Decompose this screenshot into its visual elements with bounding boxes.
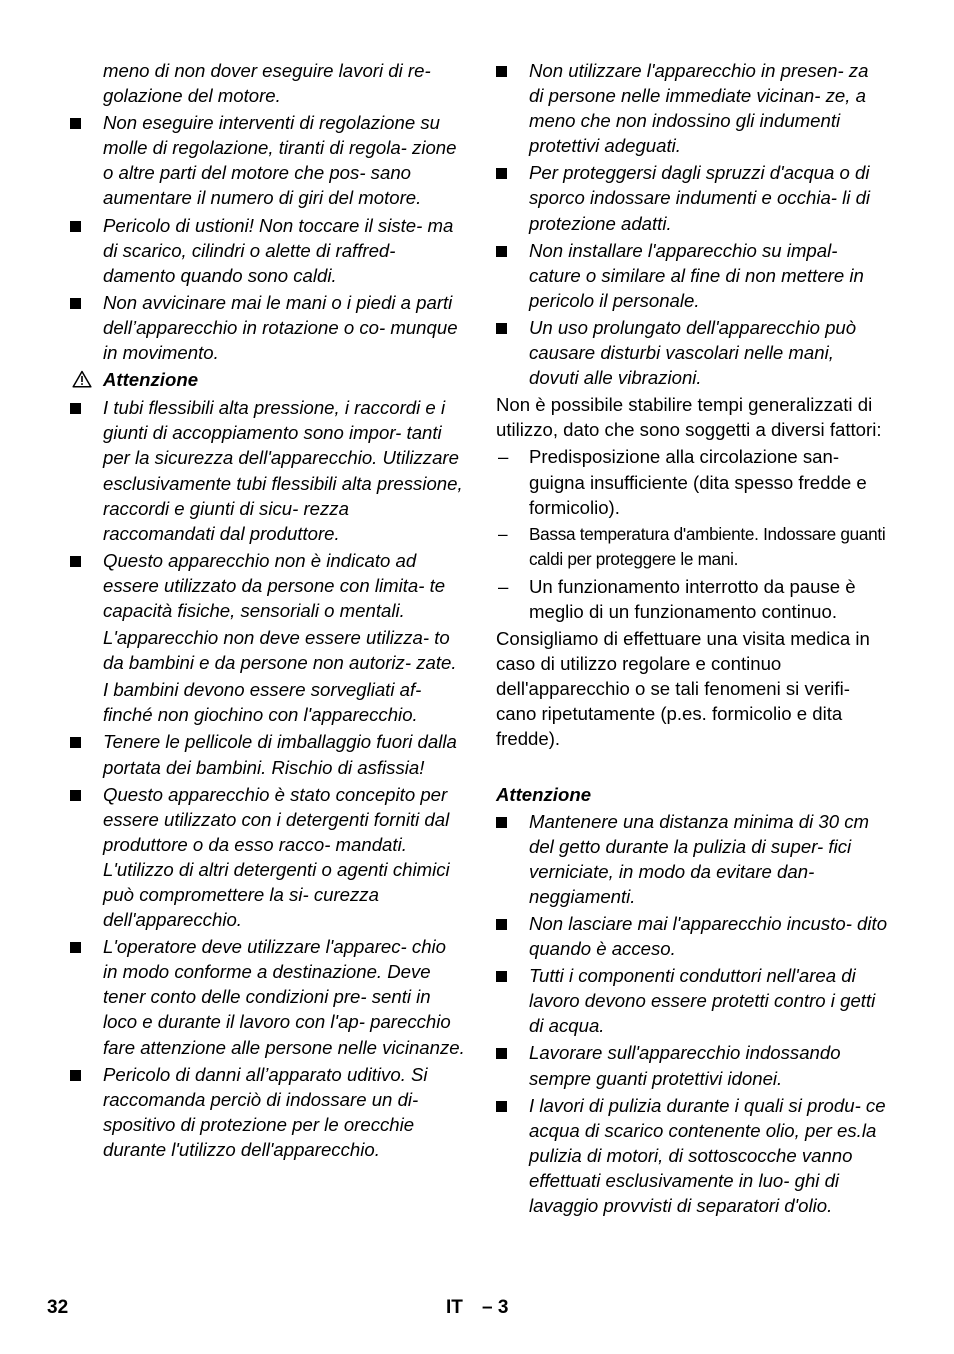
square-bullet-icon: [70, 403, 81, 414]
square-bullet-icon: [496, 168, 507, 179]
dash-bullet: –: [498, 523, 508, 544]
list-item-text: I lavori di pulizia durante i quali si produ- ce acqua di scarico contenente olio, per es.la pulizia di motori, di sottoscocche vanno effettuati esclusivamente in luo- ghi di lavaggio provvisti di separatori d'olio.: [529, 1094, 886, 1217]
list-item: [496, 963, 888, 1038]
list-item-text: Non installare l'apparecchio su impal- cature o similare al fine di non mettere in pericolo il personale.: [529, 239, 864, 311]
square-bullet-icon: [70, 221, 81, 232]
dash-bullet: –: [498, 575, 509, 597]
spacer: [496, 754, 888, 782]
list-item-continuation: L'apparecchio non deve essere utilizza- to da bambini e da persone non autoriz- zate.: [103, 627, 457, 674]
dash-list-item: [496, 522, 888, 572]
list-item-text: Pericolo di ustioni! Non toccare il siste- ma di scarico, cilindri o alette di raffred- damento quando sono caldi.: [103, 214, 454, 286]
list-item: [70, 1062, 465, 1162]
list-item: [70, 782, 465, 933]
page-number: 32: [47, 1297, 69, 1318]
warning-heading-row: [70, 367, 465, 392]
list-item-text: Pericolo di danni all’apparato uditivo. Si raccomanda perciò di indossare un di- spositivo di protezione per le orecchie durante l'utilizzo dell'apparecchio.: [103, 1063, 428, 1160]
list-item-text: Un uso prolungato dell'apparecchio può causare disturbi vascolari nelle mani, dovuti alle vibrazioni.: [529, 316, 857, 389]
list-item-text: Questo apparecchio è stato concepito per essere utilizzato con i detergenti forniti dal produttore o da esso racco- mandati. L'utilizzo di altri detergenti o agenti chimici può compromettere la si- curezza dell'apparecchio.: [103, 783, 450, 931]
square-bullet-icon: [496, 971, 507, 982]
right-column: [496, 58, 888, 1220]
dash-list-item: [496, 574, 888, 624]
list-item: [496, 911, 888, 961]
list-item: [70, 934, 465, 1059]
dash-list-text: Un funzionamento interrotto da pause è meglio di un funzionamento continuo.: [529, 575, 856, 622]
list-item: [70, 395, 465, 546]
language-code: IT: [446, 1297, 463, 1318]
dash-list-text: Predisposizione alla circolazione san- guigna insufficiente (dita spesso fredde e formicolio).: [529, 446, 867, 518]
list-item: [70, 110, 465, 210]
square-bullet-icon: [496, 323, 507, 334]
list-item-continuation: I bambini devono essere sorvegliati af- finché non giochino con l'apparecchio.: [103, 679, 422, 726]
square-bullet-icon: [70, 556, 81, 567]
list-item-text: Non eseguire interventi di regolazione su molle di regolazione, tiranti di regola- zione o altre parti del motore che pos- sano aumentare il numero di giri del motore.: [103, 112, 457, 209]
list-item-text: Non lasciare mai l'apparecchio incusto- dito quando è acceso.: [529, 913, 888, 960]
list-item: [496, 1093, 888, 1218]
warning-triangle-icon: [72, 370, 92, 388]
continued-text: meno di non dover eseguire lavori di re- golazione del motore.: [103, 60, 431, 107]
square-bullet-icon: [496, 66, 507, 77]
list-item: [496, 160, 888, 235]
square-bullet-icon: [496, 1048, 507, 1059]
list-item-text: Tutti i componenti conduttori nell'area di lavoro devono essere protetti contro i getti di acqua.: [529, 965, 876, 1037]
section-page-code: – 3: [482, 1297, 509, 1318]
square-bullet-icon: [496, 817, 507, 828]
list-item: [496, 238, 888, 313]
square-bullet-icon: [70, 737, 81, 748]
list-item-text: Per proteggersi dagli spruzzi d'acqua o di sporco indossare indumenti e occhia- li di protezione adatti.: [529, 162, 871, 234]
square-bullet-icon: [496, 1101, 507, 1112]
paragraph: Non è possibile stabilire tempi generalizzati di utilizzo, dato che sono soggetti a diversi fattori:: [496, 394, 882, 441]
list-item: [70, 548, 465, 623]
warning-heading: Attenzione: [103, 369, 199, 391]
square-bullet-icon: [70, 1070, 81, 1081]
list-item: [496, 1040, 888, 1090]
square-bullet-icon: [496, 246, 507, 257]
dash-list-text: Bassa temperatura d'ambiente. Indossare guanti caldi per proteggere le mani.: [529, 523, 886, 569]
list-item-text: Questo apparecchio non è indicato ad essere utilizzato da persone con limita- te capacità fisiche, sensoriali o mentali.: [103, 549, 446, 621]
list-item-text: Lavorare sull'apparecchio indossando sempre guanti protettivi idonei.: [529, 1042, 841, 1089]
square-bullet-icon: [70, 790, 81, 801]
dash-list-item: [496, 444, 888, 519]
paragraph: Consigliamo di effettuare una visita medica in caso di utilizzo regolare e continuo dell'apparecchio o se tali fenomeni si verifi- cano ripetutamente (p.es. formicolio e dita fredde).: [496, 628, 870, 750]
list-item: [496, 809, 888, 909]
list-item: [496, 315, 888, 390]
left-column: [70, 58, 465, 1164]
list-item-text: Non avvicinare mai le mani o i piedi a parti dell’apparecchio in rotazione o co- munque in movimento.: [103, 291, 458, 364]
list-item-text: L'operatore deve utilizzare l'apparec- chio in modo conforme a destinazione. Deve tener conto delle condizioni pre- senti in loco e durante il lavoro con l'ap- parecchio fare attenzione alle persone nelle vicinanze.: [103, 936, 465, 1058]
square-bullet-icon: [70, 942, 81, 953]
list-item: [70, 213, 465, 288]
list-item-text: Mantenere una distanza minima di 30 cm del getto durante la pulizia di super- fici verniciate, in modo da evitare dan- neggiamenti.: [529, 810, 870, 907]
list-item: [70, 729, 465, 779]
list-item: [496, 58, 888, 158]
list-item-text: Non utilizzare l'apparecchio in presen- za di persone nelle immediate vicinan- ze, a meno che non indossino gli indumenti protettivi adeguati.: [529, 60, 869, 157]
list-item: [70, 290, 465, 365]
square-bullet-icon: [70, 118, 81, 129]
section-heading: Attenzione: [496, 783, 592, 805]
square-bullet-icon: [496, 919, 507, 930]
list-item-text: I tubi flessibili alta pressione, i raccordi e i giunti di accoppiamento sono impor- tanti per la sicurezza dell'apparecchio. Utilizzare esclusivamente tubi flessibili alta pressione, raccordi e giunti di sicu- rezza raccomandati dal produttore.: [103, 397, 463, 544]
dash-bullet: –: [498, 446, 509, 468]
square-bullet-icon: [70, 298, 81, 309]
list-item-text: Tenere le pellicole di imballaggio fuori dalla portata dei bambini. Rischio di asfissia!: [103, 731, 457, 778]
